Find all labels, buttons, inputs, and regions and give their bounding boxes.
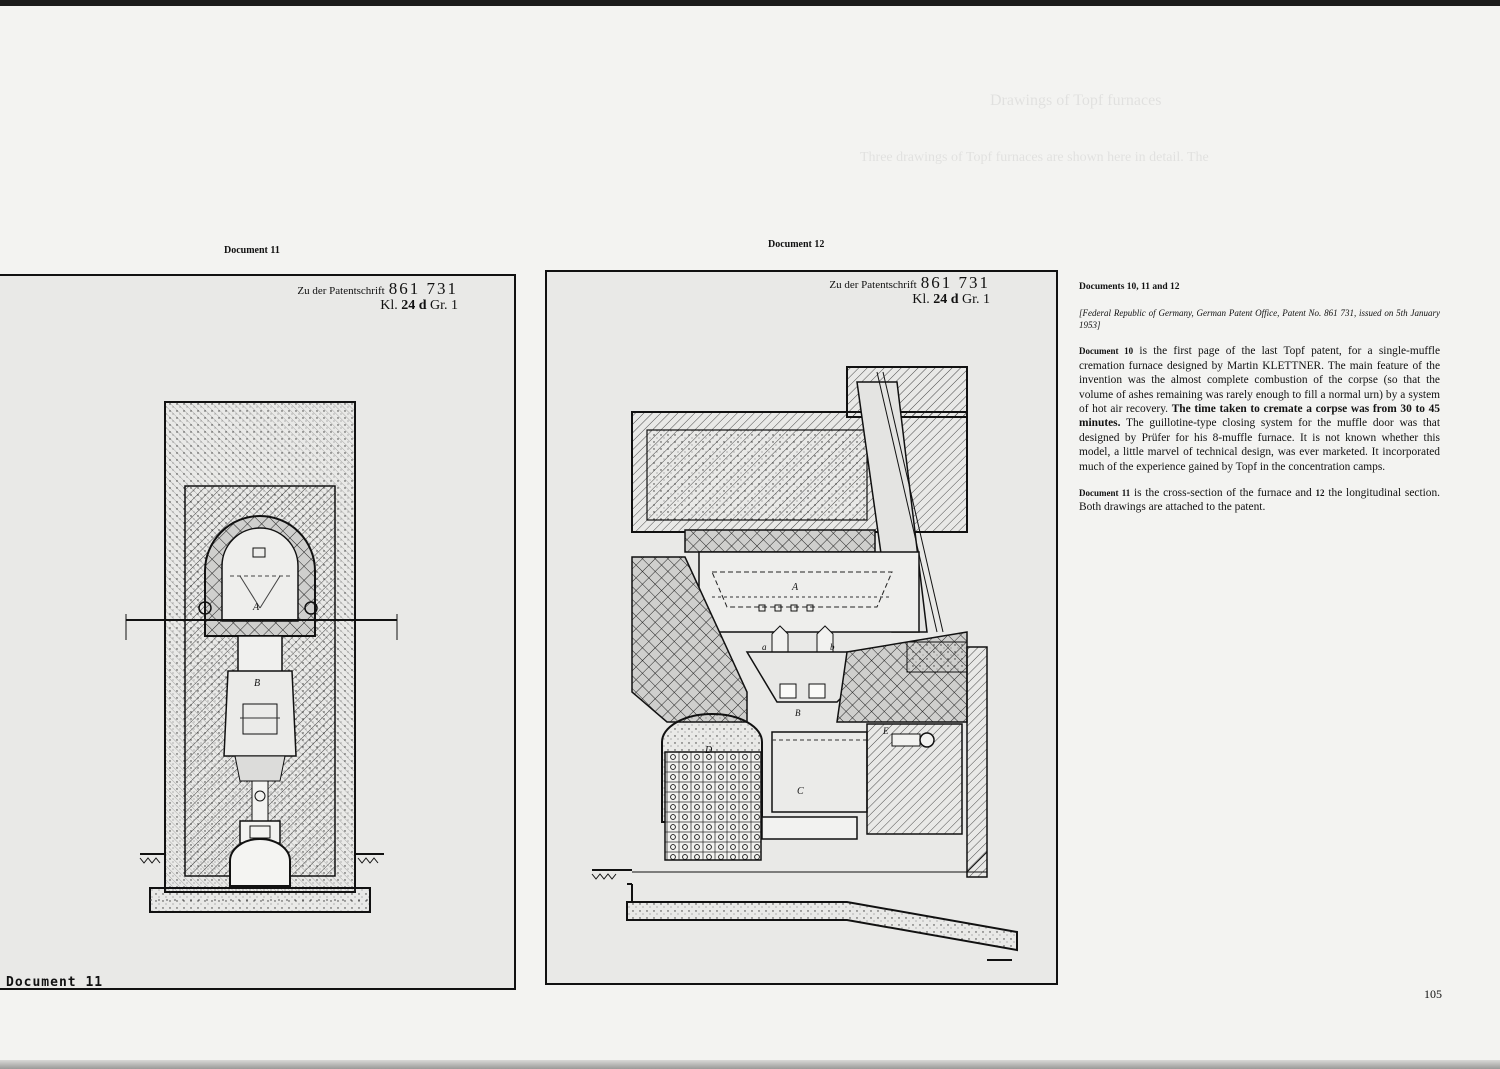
- ghost-line: Three drawings of Topf furnaces are shown here in detail. The: [860, 150, 1209, 165]
- patent-prefix: Zu der Patentschrift: [829, 279, 917, 291]
- label-A: A: [792, 582, 799, 593]
- label-E: E: [883, 726, 889, 736]
- caption-heading: Documents 10, 11 and 12: [1079, 282, 1180, 292]
- label-B: B: [795, 708, 801, 718]
- doc10-ref: Document 10: [1079, 346, 1134, 357]
- foundation-slab: [627, 902, 1017, 950]
- caption-citation: [Federal Republic of Germany, German Patent Office, Patent No. 861 731, issued on 5th January 1953]: [1079, 308, 1440, 330]
- label-A: A: [253, 602, 260, 613]
- page-number: 105: [1424, 987, 1442, 1001]
- caption-paragraph-1: Document 10 is the first page of the last Topf patent, for a single-muffle cremation furnace designed by Martin KLETTNER. The main feature of the invention was the almost complete combustion of the corpse (so that the volume of ashes remaining was rarely enough to fill a normal urn) by a system of hot air recovery. The time taken to cremate a corpse was from 30 to 45 minutes. The guillotine-type closing system for the muffle door was that designed by Prüfer for his 8-muffle furnace. It is not known whether this model, a little marvel of technical design, was ever marketed. It incorporated much of the experience gained by Topf in the concentration camps.: [1079, 345, 1441, 473]
- label-a: a: [762, 642, 767, 652]
- document-12-label: Document 12: [768, 239, 825, 250]
- patent-class: Kl. 24 d Gr. 1: [380, 297, 458, 313]
- chamber-c: [772, 732, 867, 812]
- ghost-heading: Drawings of Topf furnaces: [990, 92, 1162, 109]
- label-C: C: [797, 786, 804, 797]
- document-11-stamp: Document 11: [6, 975, 104, 990]
- cremation-time-emphasis: The time taken to cremate a corpse was from 30 to 45 minutes.: [1079, 403, 1440, 430]
- heat-exchanger-grid: [665, 752, 761, 860]
- patent-number: 861 731: [388, 279, 458, 298]
- document-11-label: Document 11: [224, 245, 280, 256]
- muffle: [699, 552, 919, 632]
- label-D: D: [705, 745, 713, 756]
- brick-course: [685, 530, 875, 552]
- document-12-drawing: [545, 270, 1058, 985]
- lower-flue: [230, 839, 290, 886]
- patent-number: 861 731: [920, 273, 990, 292]
- caption-paragraph-2: Document 11 is the cross-section of the furnace and 12 the longitudinal section. Both drawings are attached to the patent.: [1079, 487, 1441, 514]
- label-b: b: [830, 642, 835, 652]
- caption-column: [1079, 280, 1440, 527]
- muffle-chamber: [222, 528, 298, 621]
- cross-section-svg: [0, 276, 514, 988]
- doc11-ref: Document 11: [1079, 488, 1131, 499]
- patent-class: Kl. 24 d Gr. 1: [912, 291, 990, 307]
- longitudinal-section-svg: [547, 272, 1056, 983]
- patent-prefix: Zu der Patentschrift: [297, 285, 385, 297]
- scan-bottom-edge: [0, 1060, 1500, 1069]
- doc12-ref: 12: [1315, 488, 1325, 499]
- document-11-drawing: [0, 274, 516, 990]
- scan-top-edge: [0, 0, 1500, 6]
- label-B: B: [254, 678, 261, 689]
